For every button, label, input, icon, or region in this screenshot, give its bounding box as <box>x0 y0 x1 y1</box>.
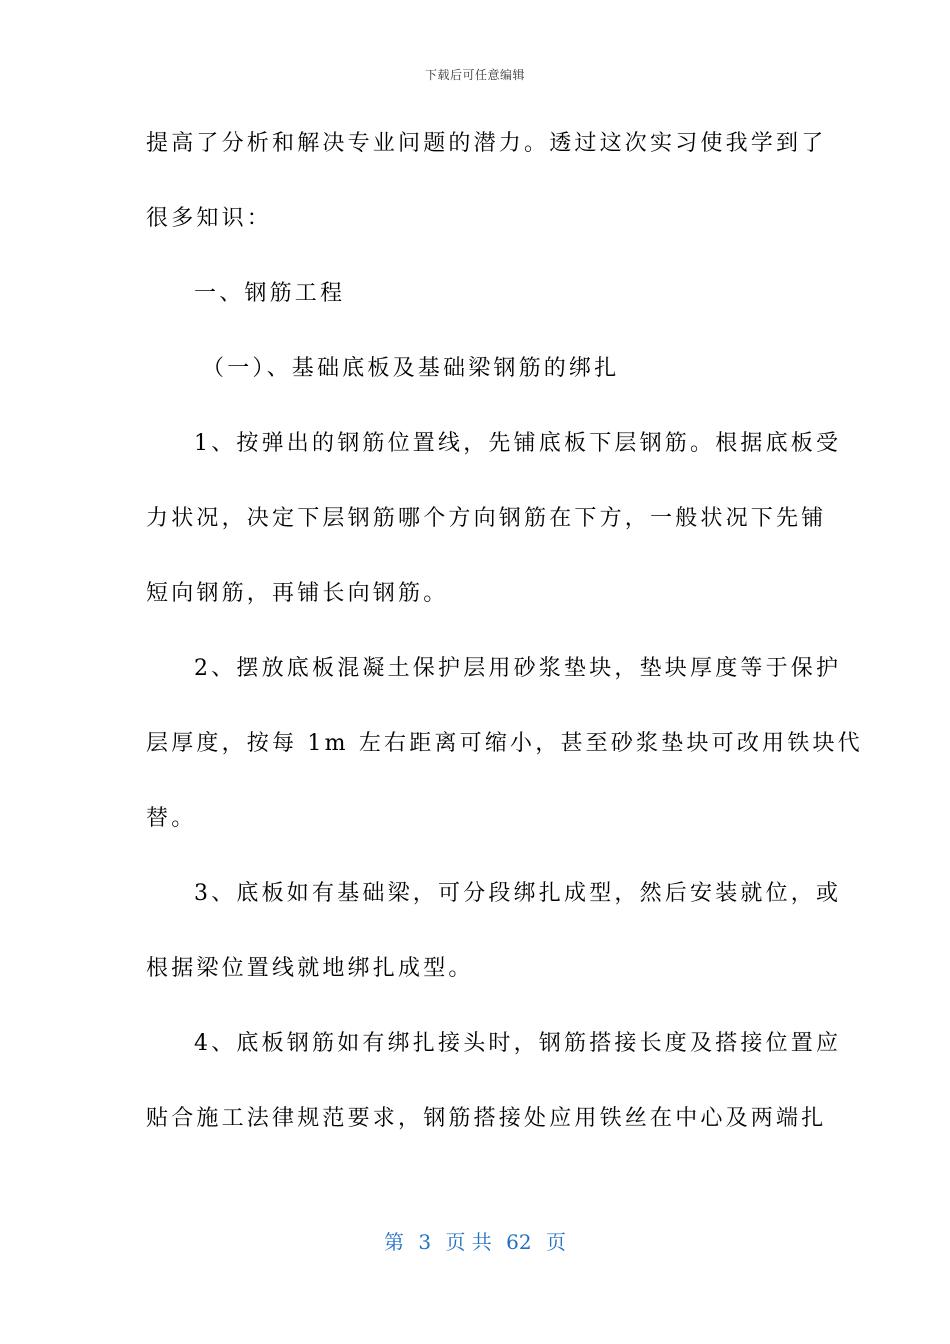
paragraph-line: 层厚度，按每 1m 左右距离可缩小，甚至砂浆垫块可改用铁块代 <box>146 731 863 756</box>
footer-prefix: 第 <box>384 1230 404 1254</box>
paragraph-line: 1、按弹出的钢筋位置线，先铺底板下层钢筋。根据底板受 <box>194 431 842 456</box>
footer-suffix: 页 <box>545 1230 566 1254</box>
paragraph-line: 4、底板钢筋如有绑扎接头时，钢筋搭接长度及搭接位置应 <box>194 1031 842 1056</box>
paragraph-line: 很多知识： <box>146 206 273 231</box>
footer-middle: 页 共 <box>445 1230 492 1254</box>
paragraph-line: 3、底板如有基础梁，可分段绑扎成型，然后安装就位，或 <box>194 881 842 906</box>
page-header: 下载后可任意编辑 <box>424 68 525 82</box>
section-heading: 一、钢筋工程 <box>194 281 346 306</box>
paragraph-line: 贴合施工法律规范要求，钢筋搭接处应用铁丝在中心及两端扎 <box>146 1106 827 1131</box>
paragraph-line: 根据梁位置线就地绑扎成型。 <box>146 956 474 981</box>
current-page-number: 3 <box>418 1230 432 1254</box>
paragraph-line: 2、摆放底板混凝土保护层用砂浆垫块，垫块厚度等于保护 <box>194 656 842 681</box>
total-pages-number: 62 <box>506 1230 532 1254</box>
subsection-heading: （一）、基础底板及基础梁钢筋的绑扎 <box>202 356 620 381</box>
document-body <box>146 128 863 1178</box>
page-footer <box>0 1226 950 1255</box>
paragraph-line: 提高了分析和解决专业问题的潜力。透过这次实习使我学到了 <box>146 131 827 156</box>
paragraph-line: 力状况，决定下层钢筋哪个方向钢筋在下方，一般状况下先铺 <box>146 506 827 531</box>
paragraph-line: 替。 <box>146 806 197 831</box>
paragraph-line: 短向钢筋，再铺长向钢筋。 <box>146 581 449 606</box>
